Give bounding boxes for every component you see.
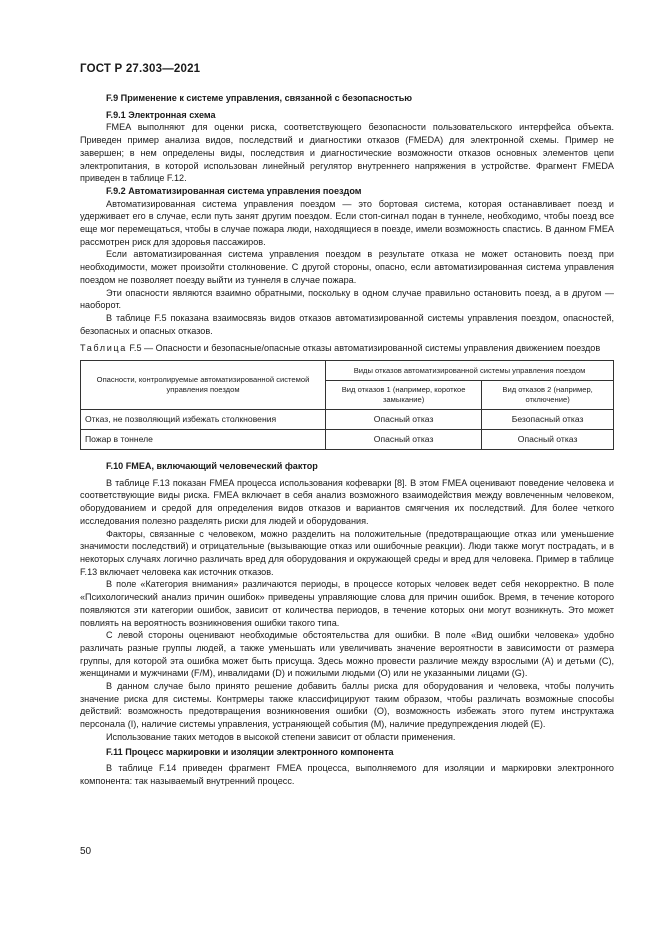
paragraph: В данном случае было принято решение добавить баллы риска для оборудования и человека, чтобы получить значение риска для системы. Контрмеры также классифицируют таким образом, чтобы различать возможные способы действий: возможность предотвращения возникновения ошибки (О), возможность избежать этого путем инструктажа персонала (I), наличие системы управления, устраняющей события (М), наличие предупреждения людей (Е). [80,681,614,730]
table-cell-mode-2: Опасный отказ [482,430,614,450]
table-cell-mode-1: Опасный отказ [326,430,482,450]
hazards-table [80,360,614,450]
paragraph: С левой стороны оценивают необходимые обстоятельства для ошибки. В поле «Вид ошибки человека» удобно различать разные группы людей, а также уменьшать или увеличивать значение вероятности в зависимости от размера группы, для которой эта ошибка может быть присуща. Здесь можно провести различие между взрослыми (А) и детьми (С), женщинами и мужчинами (F/M), инвалидами (D) и пожилыми людьми (О) или не указанными лицами (G). [80,630,614,679]
paragraph: Эти опасности являются взаимно обратными, поскольку в одном случае правильно остановить поезд, а в другом — наоборот. [80,287,614,311]
paragraph: FMEA выполняют для оценки риска, соответствующего безопасности пользовательского интерфейса объекта. Приведен пример анализа видов, последствий и диагностики отказов (FMEDA) для электронной схемы. Пример не завершен; в нем определены виды, последствия и диагностические возможности отказов основных элементов цепи электропитания, в которой использован линейный регулятор внутреннего напряжения в устройстве. Фрагмент FMEDA приведен в таблице F.12. [80,122,614,184]
page-number: 50 [80,846,92,857]
table-caption [80,342,614,355]
section-f10-heading: F.10 FMEA, включающий человеческий фактор [106,461,318,472]
paragraph: В таблице F.13 показан FMEA процесса использования кофеварки [8]. В этом FMEA оценивают поведение человека и соответствующие виды риска. FMEA включает в себя анализ возможного взаимодействия между вовлеченным человеком, оборудованием и средой для определения видов отказов и вариантов смягчения их последствий. Для более четкого исследования полезно разделять риски для людей и оборудования. [80,477,614,526]
paragraph: В таблице F.14 приведен фрагмент FMEA процесса, выполняемого для изоляции и маркировки электронного компонента: так называемый внутренний процесс. [80,763,614,786]
document-body [80,92,614,788]
section-f9-heading: F.9 Применение к системе управления, связанной с безопасностью [106,93,413,103]
table-row [81,410,614,430]
paragraph: В таблице F.5 показана взаимосвязь видов отказов автоматизированной системы управления поездом, опасностей, безопасных и опасных отказов. [80,312,614,336]
table-cell-hazard: Отказ, не позволяющий избежать столкновения [81,410,326,430]
table-header-mode-1: Вид отказов 1 (например, короткое замыкание) [326,381,482,410]
section-f9-2-heading: F.9.2 Автоматизированная система управления поездом [106,185,362,196]
paragraph: Если автоматизированная система управления поездом в результате отказа не может остановить поезд при необходимости, может произойти столкновение. С другой стороны, опасно, если автоматизированная система управления поездом не позволяет поезду выйти из туннеля в случае пожара. [80,249,614,285]
table-cell-mode-1: Опасный отказ [326,410,482,430]
paragraph: В поле «Категория внимания» различаются периоды, в процессе которых человек ведет себя некорректно. В поле «Психологический анализ причин ошибок» приведены управляющие слова для причин ошибок. Время, в течение которого появляются эти категории ошибок, зависит от количества периодов, в течение которых они могут возникнуть. Это может повлиять на вероятность возникновения ошибки такого типа. [80,579,614,628]
table-caption-label: Таблица [80,343,127,354]
table-cell-mode-2: Безопасный отказ [482,410,614,430]
table-header-mode-2: Вид отказов 2 (например, отключение) [482,381,614,410]
table-caption-text: F.5 — Опасности и безопасные/опасные отказы автоматизированной системы управления движением поездов [126,343,601,354]
paragraph: Использование таких методов в высокой степени зависит от области применения. [106,731,456,742]
section-f11-heading: F.11 Процесс маркировки и изоляции электронного компонента [106,746,394,757]
paragraph: Автоматизированная система управления поездом — это бортовая система, которая останавливает поезд и удерживает его в случае, если путь занят другим поездом. Если стоп-сигнал подан в туннеле, необходимо, чтобы поезд все еще мог перемещаться, чтобы в случае пожара люди, находящиеся в поезде, имели возможность спастись. В данном FMEA рассмотрен риск для здоровья пассажиров. [80,198,614,247]
document-header: ГОСТ Р 27.303—2021 [80,63,201,75]
table-row [81,430,614,450]
table-header-failure-modes: Виды отказов автоматизированной системы управления поездом [326,361,614,381]
table-cell-hazard: Пожар в тоннеле [81,430,326,450]
paragraph: Факторы, связанные с человеком, можно разделить на положительные (предотвращающие отказ или уменьшение значимости последствий) и отрицательные (вызывающие отказ или ошибочные реакции). Люди также могут пострадать, и в некоторых случаях логично различать вред для оборудования и окружающей среды и вред для человека. Пример в таблице F.13 включает человека как источник отказов. [80,528,614,577]
table-header-hazards: Опасности, контролируемые автоматизированной системой управления поездом [81,361,326,410]
section-f9-1-heading: F.9.1 Электронная схема [106,109,216,120]
